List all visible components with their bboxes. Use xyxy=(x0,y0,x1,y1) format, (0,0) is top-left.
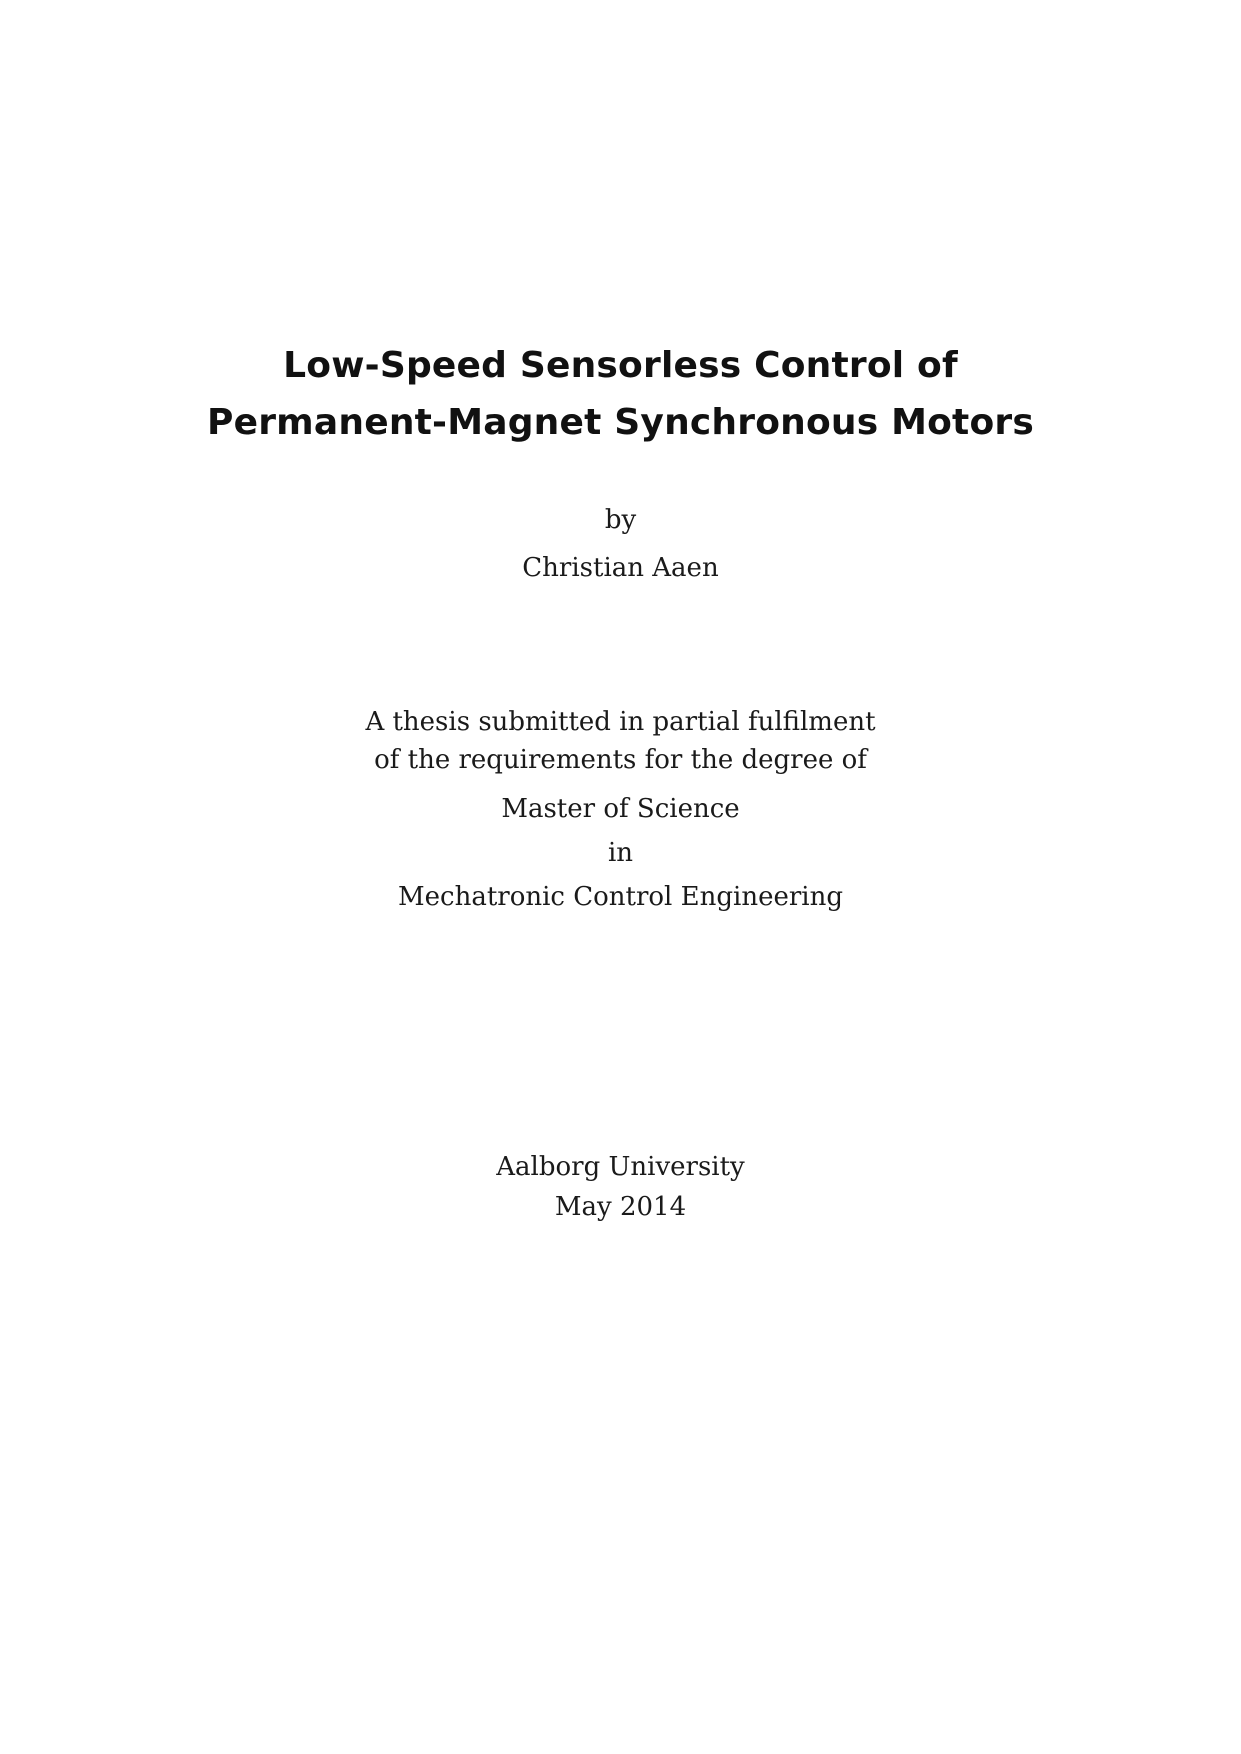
degree-name: Master of Science xyxy=(501,794,740,824)
author-name: Christian Aaen xyxy=(522,553,719,583)
thesis-title-line-2: Permanent-Magnet Synchronous Motors xyxy=(207,402,1034,443)
thesis-statement-line-2: of the requirements for the degree of xyxy=(374,745,867,775)
by-label: by xyxy=(604,505,637,535)
degree-field: Mechatronic Control Engineering xyxy=(398,882,843,912)
thesis-title-line-1: Low-Speed Sensorless Control of xyxy=(283,345,958,386)
university-name: Aalborg University xyxy=(496,1152,745,1182)
in-label: in xyxy=(607,838,634,868)
submission-date: May 2014 xyxy=(554,1192,687,1222)
thesis-statement-line-1: A thesis submitted in partial fulfilment xyxy=(365,707,876,737)
